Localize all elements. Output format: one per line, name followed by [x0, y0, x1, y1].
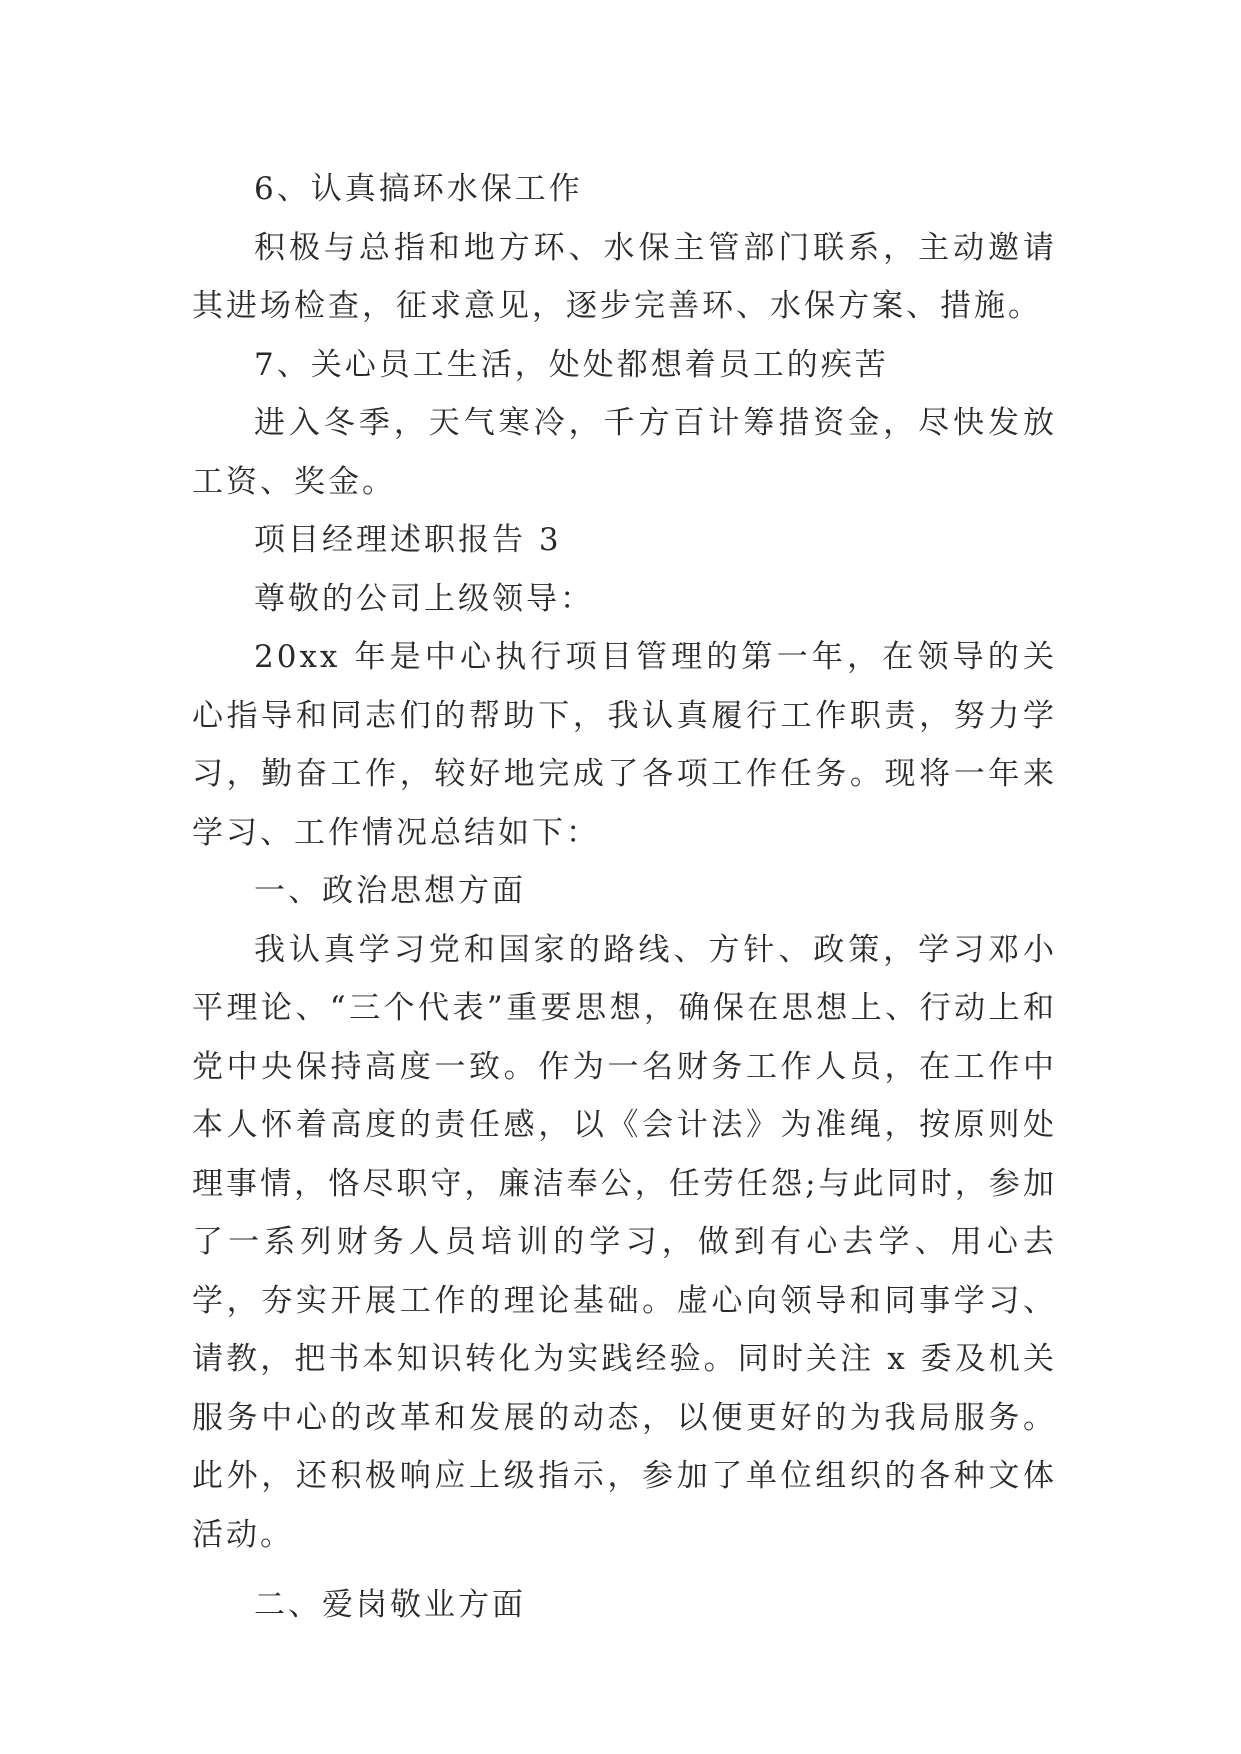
section-heading-dedication: 二、爱岗敬业方面: [254, 1587, 526, 1623]
salutation: 尊敬的公司上级领导：: [254, 580, 594, 617]
paragraph-winter-wages: 进入冬季，天气寒冷，千方百计筹措资金，尽快发放工资、奖金。: [192, 405, 1057, 500]
paragraph-environment-protection: 积极与总指和地方环、水保主管部门联系，主动邀请其进场检查，征求意见，逐步完善环、水保方案、措施。: [192, 229, 1057, 324]
heading-item-6: 6、认真搞环水保工作: [254, 171, 583, 207]
document-body: [192, 160, 1057, 1635]
paragraph-political: 我认真学习党和国家的路线、方针、政策，学习邓小平理论、“三个代表”重要思想，确保在思想上、行动上和党中央保持高度一致。作为一名财务工作人员，在工作中本人怀着高度的责任感，以《会计法》为准绳，按原则处理事情，恪尽职守，廉洁奉公，任劳任怨;与此同时，参加了一系列财务人员培训的学习，做到有心去学、用心去学，夯实开展工作的理论基础。虚心向领导和同事学习、请教，把书本知识转化为实践经验。同时关注 x 委及机关服务中心的改革和发展的动态，以便更好的为我局服务。此外，还积极响应上级指示，参加了单位组织的各种文体活动。: [192, 931, 1057, 1553]
paragraph-intro: 20xx 年是中心执行项目管理的第一年，在领导的关心指导和同志们的帮助下，我认真履行工作职责，努力学习，勤奋工作，较好地完成了各项工作任务。现将一年来学习、工作情况总结如下：: [192, 639, 1057, 851]
section-heading-political: 一、政治思想方面: [254, 873, 526, 909]
heading-item-7: 7、关心员工生活，处处都想着员工的疾苦: [254, 346, 889, 383]
report-title: 项目经理述职报告 3: [254, 522, 562, 558]
